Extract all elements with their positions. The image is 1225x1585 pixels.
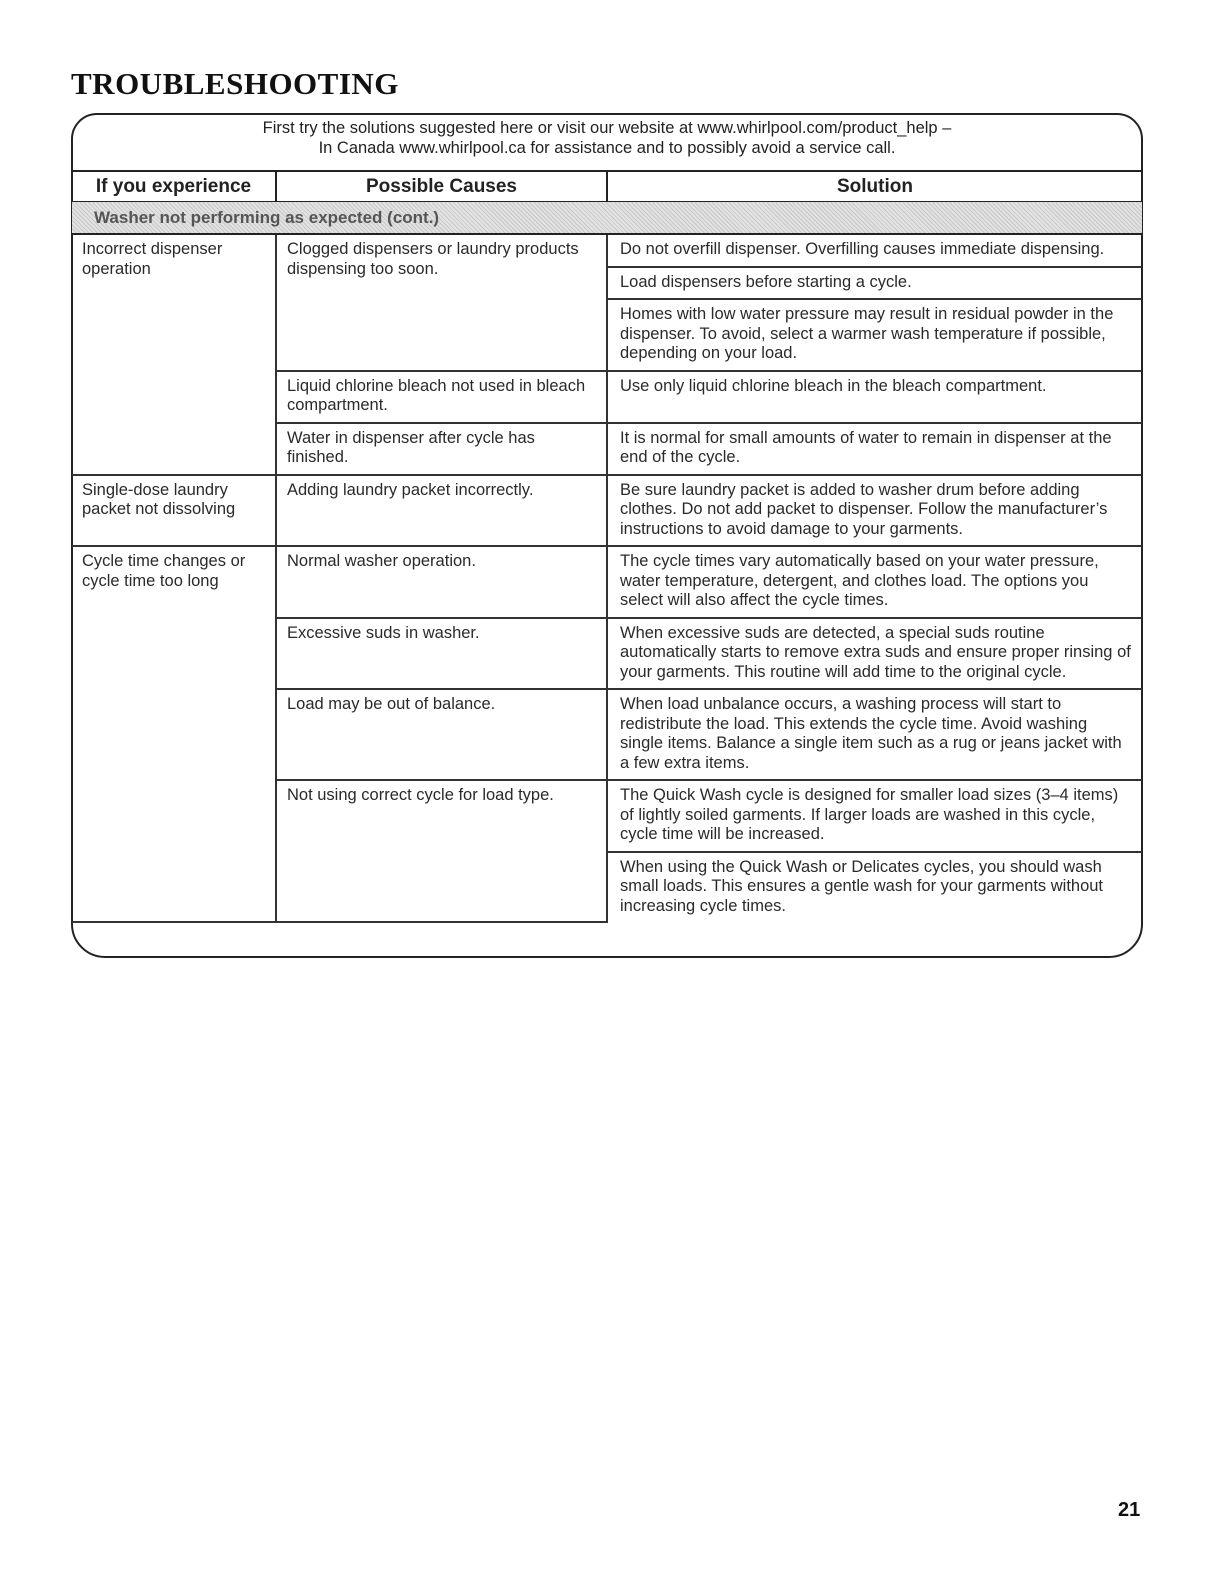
solution-cell: The Quick Wash cycle is designed for smaller load sizes (3–4 items) of lightly soiled garments. If larger loads are washed in this cycle, cycle time will be increased. bbox=[607, 780, 1142, 852]
cause-cell: Load may be out of balance. bbox=[276, 689, 607, 780]
header-experience: If you experience bbox=[72, 171, 276, 202]
intro-line-2: In Canada www.whirlpool.ca for assistance and to possibly avoid a service call. bbox=[318, 139, 896, 157]
solution-cell: It is normal for small amounts of water to remain in dispenser at the end of the cycle. bbox=[607, 423, 1142, 475]
experience-cell: Cycle time changes or cycle time too long bbox=[72, 546, 276, 922]
section-heading: Washer not performing as expected (cont.) bbox=[72, 202, 1142, 235]
solution-cell: When load unbalance occurs, a washing process will start to redistribute the load. This extends the cycle time. Avoid washing single items. Balance a single item such as a rug or jeans jacket with a few extra items. bbox=[607, 689, 1142, 780]
cause-cell: Excessive suds in washer. bbox=[276, 618, 607, 690]
experience-cell: Single-dose laundry packet not dissolving bbox=[72, 475, 276, 547]
troubleshooting-table bbox=[72, 170, 1142, 923]
experience-cell: Incorrect dispenser operation bbox=[72, 234, 276, 475]
table-row bbox=[72, 234, 1142, 267]
solution-cell: Homes with low water pressure may result in residual powder in the dispenser. To avoid, select a warmer wash temperature if possible, depending on your load. bbox=[607, 299, 1142, 371]
cause-cell: Clogged dispensers or laundry products dispensing too soon. bbox=[276, 234, 607, 371]
table-header-row bbox=[72, 171, 1142, 202]
cause-cell: Not using correct cycle for load type. bbox=[276, 780, 607, 922]
cause-cell: Liquid chlorine bleach not used in bleach compartment. bbox=[276, 371, 607, 423]
solution-cell: Load dispensers before starting a cycle. bbox=[607, 267, 1142, 300]
cause-cell: Adding laundry packet incorrectly. bbox=[276, 475, 607, 547]
table-row bbox=[72, 475, 1142, 547]
intro-line-1: First try the solutions suggested here or visit our website at www.whirlpool.com/product_help – bbox=[262, 119, 952, 137]
solution-cell: When excessive suds are detected, a special suds routine automatically starts to remove extra suds and ensure proper rinsing of your garments. This routine will add time to the original cycle. bbox=[607, 618, 1142, 690]
page-title: TROUBLESHOOTING bbox=[71, 66, 399, 101]
header-solution: Solution bbox=[607, 171, 1142, 202]
solution-cell: Use only liquid chlorine bleach in the bleach compartment. bbox=[607, 371, 1142, 423]
header-causes: Possible Causes bbox=[276, 171, 607, 202]
cause-cell: Normal washer operation. bbox=[276, 546, 607, 618]
solution-cell: When using the Quick Wash or Delicates cycles, you should wash small loads. This ensures a gentle wash for your garments without increasing cycle times. bbox=[607, 852, 1142, 923]
intro-text bbox=[71, 118, 1143, 158]
cause-cell: Water in dispenser after cycle has finished. bbox=[276, 423, 607, 475]
table-row bbox=[72, 546, 1142, 618]
solution-cell: The cycle times vary automatically based on your water pressure, water temperature, detergent, and clothes load. The options you select will also affect the cycle times. bbox=[607, 546, 1142, 618]
solution-cell: Do not overfill dispenser. Overfilling causes immediate dispensing. bbox=[607, 234, 1142, 267]
solution-cell: Be sure laundry packet is added to washer drum before adding clothes. Do not add packet to dispenser. Follow the manufacturer’s instructions to avoid damage to your garments. bbox=[607, 475, 1142, 547]
page-number: 21 bbox=[1118, 1499, 1141, 1521]
section-row bbox=[72, 202, 1142, 235]
